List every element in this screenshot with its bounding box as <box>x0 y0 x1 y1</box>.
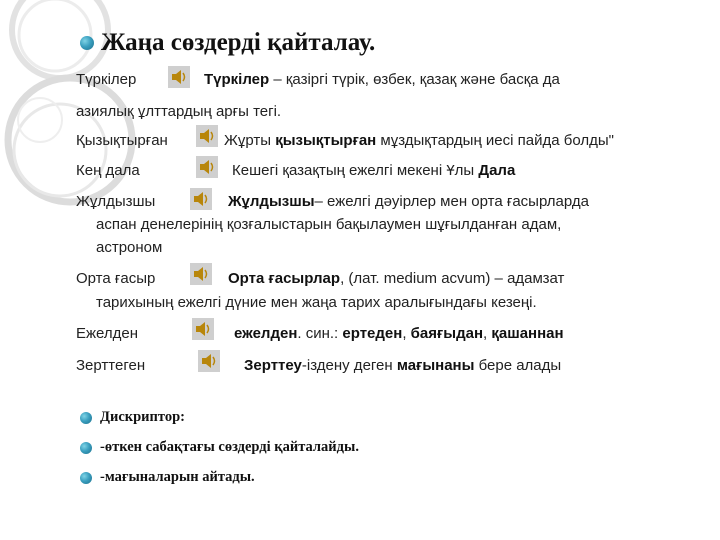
speaker-icon[interactable] <box>198 350 220 372</box>
descriptor-item <box>80 469 255 486</box>
entry-definition <box>228 192 589 211</box>
entry-definition <box>204 70 560 89</box>
entry-term: Кең дала <box>76 162 140 179</box>
entry-definition <box>232 161 515 180</box>
bullet-icon <box>80 412 92 424</box>
descriptor-text: -өткен сабақтағы сөздерді қайталайды. <box>100 439 359 455</box>
bullet-icon <box>80 472 92 484</box>
entry-definition <box>228 269 564 288</box>
entry-bold-term: баяғыдан <box>410 325 483 342</box>
entry-continuation: аспан денелерінің қозғалыстарын бақылаумен шұғылданған адам, <box>96 216 562 233</box>
entry-bold-term: Жұлдызшы <box>228 193 315 210</box>
entry-bold-term: ежелден <box>234 325 298 342</box>
entry-definition-text: – қазіргі түрік, өзбек, қазақ және басқа да <box>269 71 560 88</box>
speaker-icon[interactable] <box>196 156 218 178</box>
entry-term: Қызықтырған <box>76 132 168 149</box>
entry-bold-term: ертеден <box>342 325 403 342</box>
speaker-icon[interactable] <box>196 125 218 147</box>
entry-term: Ежелден <box>76 325 139 342</box>
entry-bold-term: мағынаны <box>396 357 475 374</box>
descriptor-text: -мағыналарын айтады. <box>100 469 255 485</box>
entry-bold-term: қызықтырған <box>275 132 377 149</box>
entry-bold-term: Дала <box>478 162 516 179</box>
entry-definition-text: -іздену деген <box>301 357 397 374</box>
descriptor-heading: Дискриптор: <box>100 409 185 425</box>
entry-definition-text: . син.: <box>297 325 343 342</box>
entry-term: Зерттеген <box>76 357 146 374</box>
entry-definition-text: , (лат. medium acvum) – адамзат <box>340 270 565 287</box>
entry-definition-text: Жұрты <box>224 132 276 149</box>
entry-continuation: тарихының ежелгі дүние мен жаңа тарих аралығындағы кезеңі. <box>96 294 537 311</box>
title-bullet-icon <box>80 36 94 50</box>
entry-definition <box>224 131 614 150</box>
entry-term: Жұлдызшы <box>76 193 156 210</box>
speaker-icon[interactable] <box>190 188 212 210</box>
speaker-icon[interactable] <box>190 263 212 285</box>
entry-continuation: азиялық ұлттардың арғы тегі. <box>76 103 282 120</box>
entry-definition-text: мұздықтардың иесі пайда болды" <box>376 132 614 149</box>
speaker-icon[interactable] <box>192 318 214 340</box>
entry-term: Түркілер <box>76 71 137 88</box>
entry-definition-text: – ежелгі дәуірлер мен орта ғасырларда <box>314 193 589 210</box>
entry-bold-term: Орта ғасырлар <box>228 270 341 287</box>
entry-term: Орта ғасыр <box>76 270 156 287</box>
entry-definition-text: Кешегі қазақтың ежелгі мекені Ұлы <box>232 162 479 179</box>
descriptor-item <box>80 439 359 456</box>
entry-separator: , <box>483 325 492 342</box>
entry-row <box>76 70 136 89</box>
slide-title-row <box>80 29 375 57</box>
entry-definition <box>234 324 564 343</box>
entry-definition <box>244 356 561 375</box>
entry-separator: , <box>402 325 411 342</box>
slide-title: Жаңа сөздерді қайталау. <box>101 29 376 56</box>
entry-bold-term: қашаннан <box>491 325 564 342</box>
descriptor-heading-item <box>80 409 185 426</box>
entry-continuation: астроном <box>96 239 163 256</box>
bullet-icon <box>80 442 92 454</box>
speaker-icon[interactable] <box>168 66 190 88</box>
entry-bold-term: Зерттеу <box>244 357 302 374</box>
entry-bold-term: Түркілер <box>204 71 270 88</box>
entry-definition-text: бере алады <box>474 357 562 374</box>
